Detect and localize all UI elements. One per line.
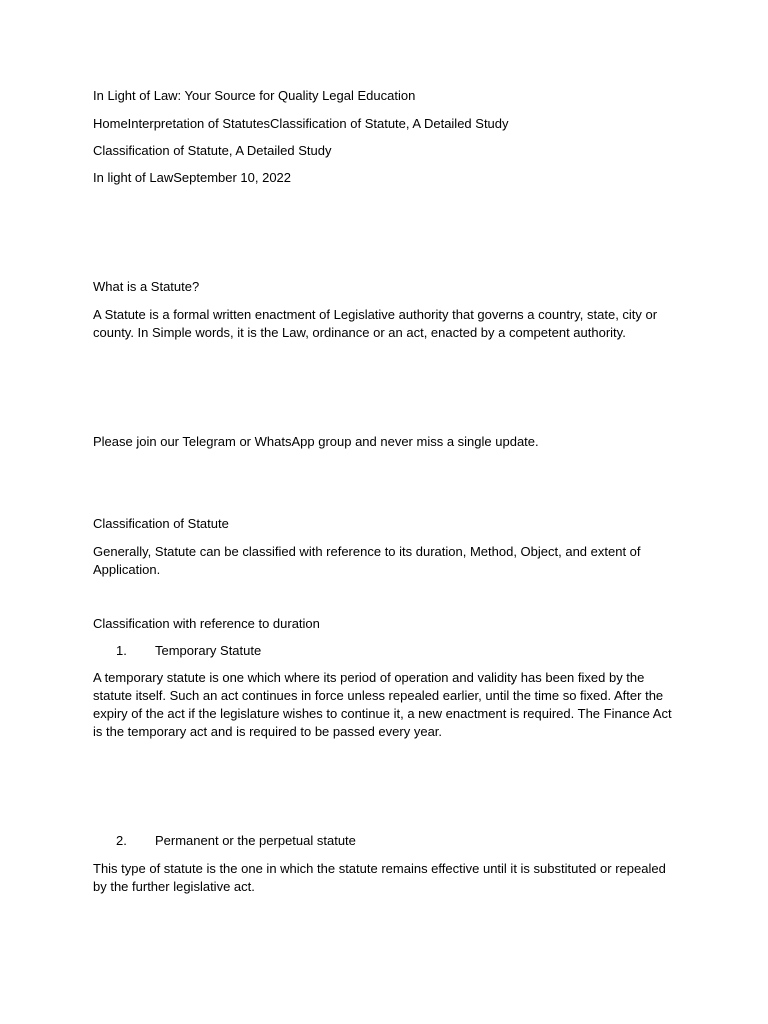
article-title: Classification of Statute, A Detailed Study bbox=[93, 143, 332, 158]
list-item-label: Temporary Statute bbox=[155, 643, 262, 658]
byline: In light of LawSeptember 10, 2022 bbox=[93, 170, 292, 185]
paragraph-temporary-statute: A temporary statute is one which where its period of operation and validity has been fixed by the statute itself. Such an act continues in force unless repealed earlier, until the time so fixed. After the expiry of the act if the legislature wishes to continue it, a new enactment is required. The Finance Act is the temporary act and is required to be passed every year. bbox=[93, 670, 672, 739]
breadcrumb: HomeInterpretation of StatutesClassification of Statute, A Detailed Study bbox=[93, 116, 509, 131]
list-item-permanent-statute bbox=[116, 832, 356, 850]
paragraph-what-is-statute: A Statute is a formal written enactment of Legislative authority that governs a country, state, city or county. In Simple words, it is the Law, ordinance or an act, enacted by a competent authority. bbox=[93, 307, 658, 340]
section-heading-duration: Classification with reference to duration bbox=[93, 616, 320, 631]
section-heading-what-is-statute: What is a Statute? bbox=[93, 279, 200, 294]
list-item-label: Permanent or the perpetual statute bbox=[155, 833, 356, 848]
list-item-number: 2. bbox=[116, 833, 127, 848]
join-notice: Please join our Telegram or WhatsApp group and never miss a single update. bbox=[93, 434, 539, 449]
paragraph-permanent-statute: This type of statute is the one in which the statute remains effective until it is substituted or repealed by the further legislative act. bbox=[93, 861, 666, 894]
list-item-number: 1. bbox=[116, 643, 127, 658]
site-title: In Light of Law: Your Source for Quality Legal Education bbox=[93, 88, 416, 103]
paragraph-classification: Generally, Statute can be classified with reference to its duration, Method, Object, and extent of Application. bbox=[93, 544, 641, 577]
section-heading-classification: Classification of Statute bbox=[93, 516, 229, 531]
list-item-temporary-statute bbox=[116, 642, 261, 660]
